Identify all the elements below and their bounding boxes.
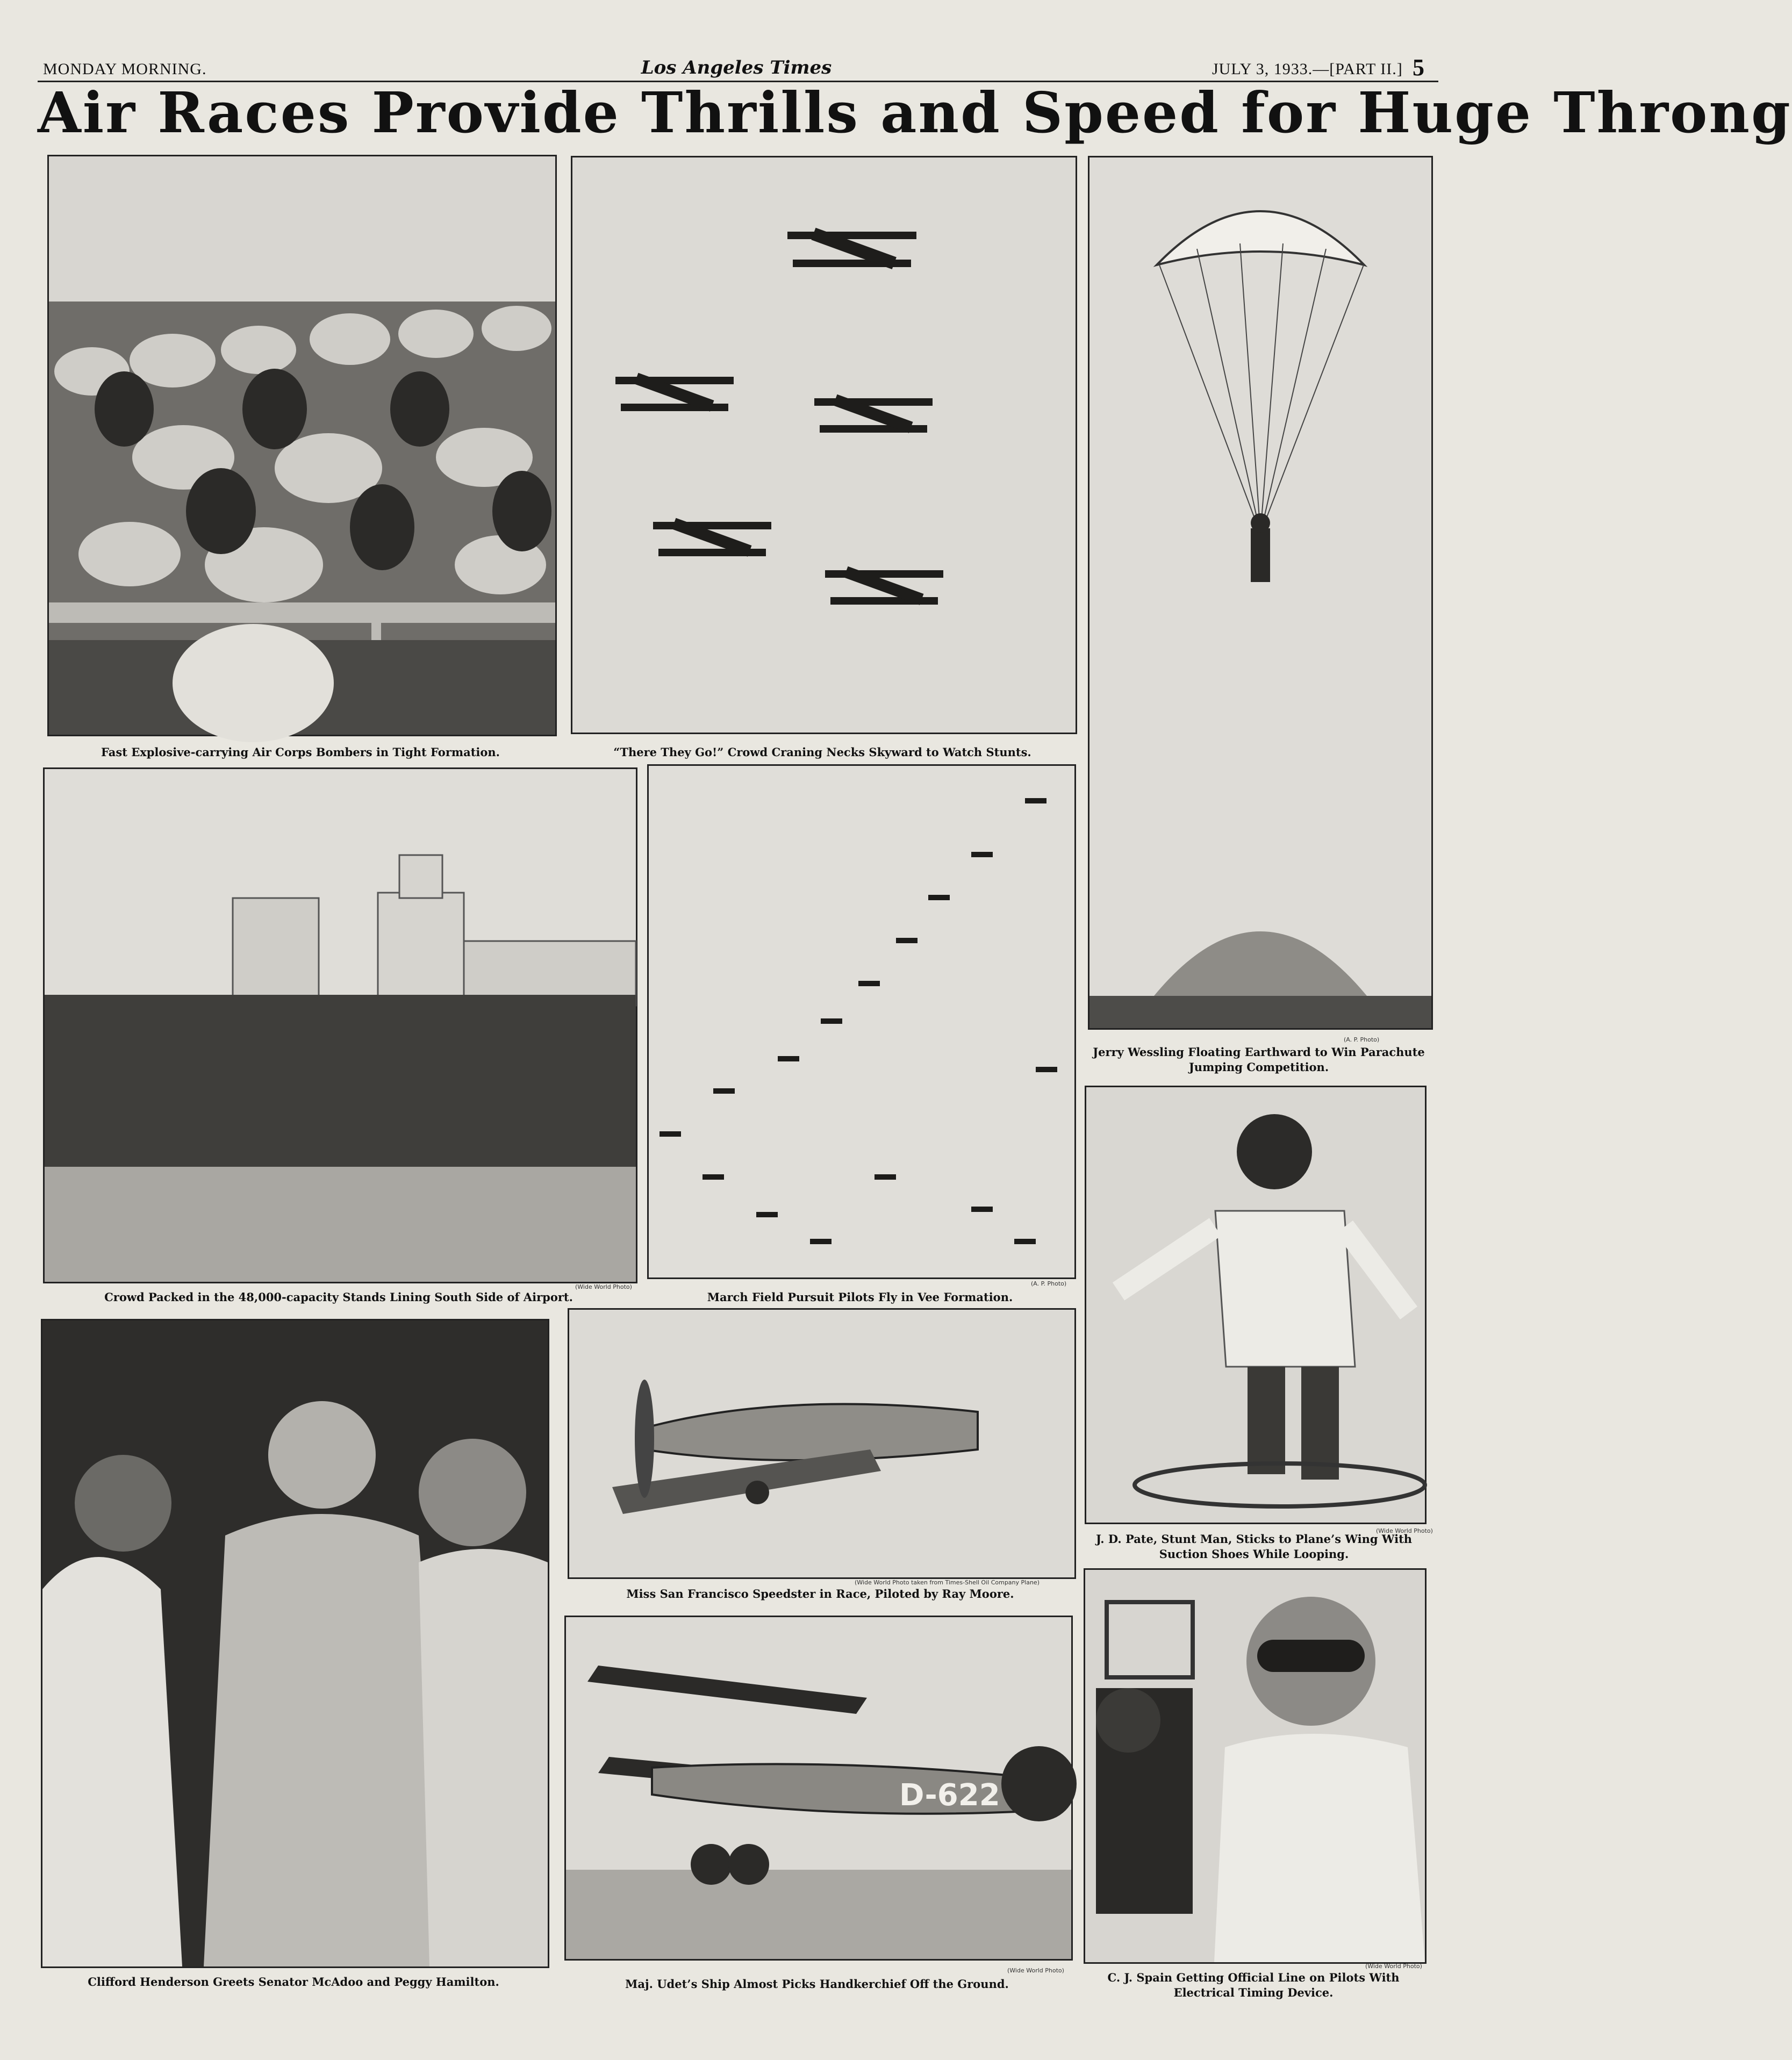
credit-vee: (A. P. Photo): [1031, 1280, 1067, 1287]
caption-stands: Crowd Packed in the 48,000-capacity Stands Lining South Side of Airport.: [104, 1290, 573, 1304]
photo-crowd-closeup: [47, 155, 557, 736]
caption-crowd-closeup: Fast Explosive-carrying Air Corps Bombers in Tight Formation.: [101, 745, 500, 759]
photo-vee-formation: [647, 764, 1076, 1279]
credit-speedster: (Wide World Photo taken from Times-Shell Oil Company Plane): [855, 1579, 1040, 1586]
photo-stunt-man: [1085, 1086, 1427, 1524]
photo-timing-device: [1084, 1568, 1427, 1964]
credit-pate: (Wide World Photo): [1376, 1527, 1433, 1534]
credit-stands: (Wide World Photo): [575, 1283, 632, 1290]
photo-udet-biplane: [564, 1616, 1073, 1961]
caption-spain: C. J. Spain Getting Official Line on Pilots With Electrical Timing Device.: [1107, 1971, 1400, 1999]
issue-date: JULY 3, 1933.—[PART II.]: [1212, 60, 1403, 78]
credit-udet: (Wide World Photo): [1007, 1967, 1064, 1974]
caption-parachute: Jerry Wessling Floating Earthward to Win Parachute Jumping Competition.: [1093, 1045, 1425, 1074]
photo-grandstands: [43, 767, 637, 1283]
caption-bombers: “There They Go!” Crowd Craning Necks Skyward to Watch Stunts.: [613, 745, 1031, 759]
credit-spain: (Wide World Photo): [1365, 1963, 1422, 1970]
newspaper-logo: Los Angeles Times: [641, 57, 832, 78]
photo-speedster-race: [568, 1308, 1076, 1579]
caption-henderson: Clifford Henderson Greets Senator McAdoo and Peggy Hamilton.: [88, 1975, 499, 1989]
photo-henderson-greeting: [41, 1319, 549, 1968]
caption-pate: J. D. Pate, Stunt Man, Sticks to Plane’s Wing With Suction Shoes While Looping.: [1095, 1532, 1413, 1561]
page-number: 5: [1413, 54, 1424, 81]
caption-udet: Maj. Udet’s Ship Almost Picks Handkerchief Off the Ground.: [625, 1977, 1009, 1991]
caption-vee: March Field Pursuit Pilots Fly in Vee Formation.: [707, 1290, 1013, 1304]
photo-parachute-jump: [1088, 156, 1433, 1030]
credit-parachute: (A. P. Photo): [1344, 1036, 1380, 1043]
photo-bombers-formation: [571, 156, 1077, 734]
caption-speedster: Miss San Francisco Speedster in Race, Piloted by Ray Moore.: [626, 1587, 1014, 1600]
page-headline: Air Races Provide Thrills and Speed for Huge Throng: [38, 80, 1792, 146]
edition-label: MONDAY MORNING.: [43, 60, 207, 78]
plane-marking: D-622: [899, 1778, 1000, 1813]
